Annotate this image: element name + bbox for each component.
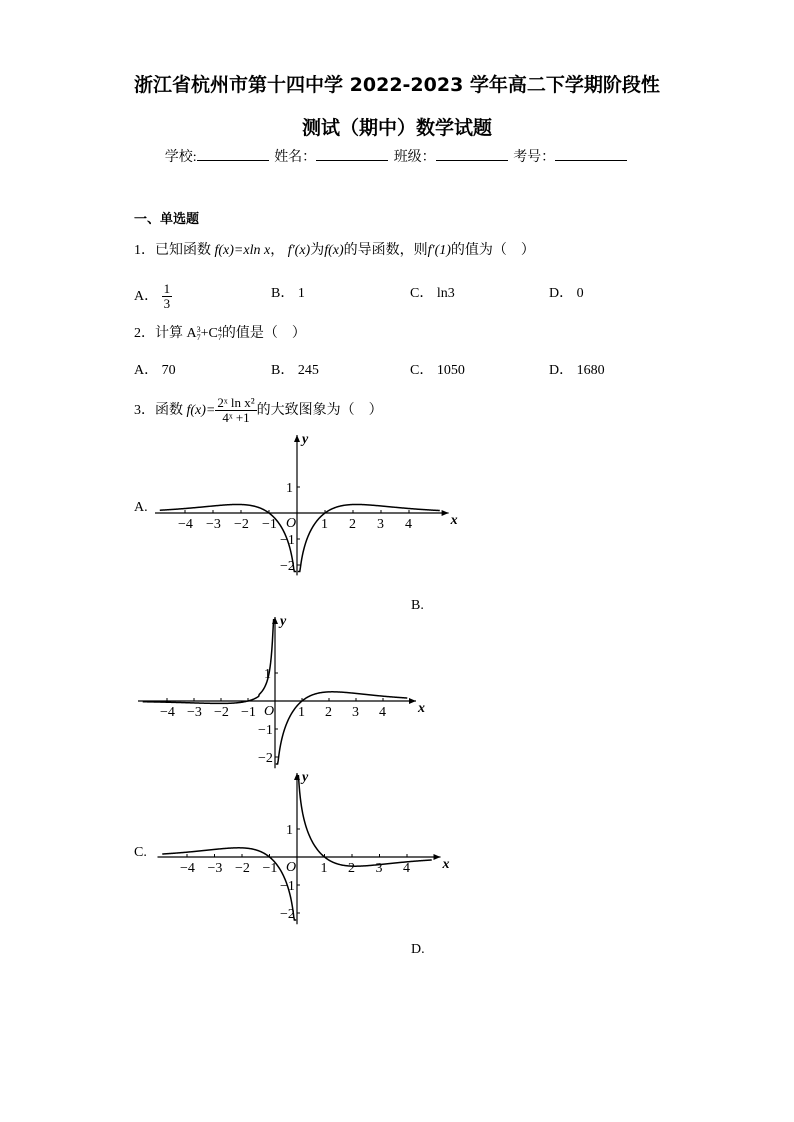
q1-text: 为: [310, 243, 325, 258]
option-value: 1050: [436, 363, 465, 378]
x-tick-label: −4: [180, 861, 195, 876]
numerator: 2ˣ ln x²: [217, 395, 255, 410]
x-tick-label: 1: [321, 517, 328, 532]
q1-derivative-at-1: f′(1): [427, 243, 451, 258]
y-tick-label: 1: [286, 823, 293, 838]
y-tick-label: −2: [280, 559, 295, 574]
x-tick-label: 3: [352, 705, 359, 720]
x-tick-label: 3: [375, 861, 383, 876]
combination-symbol: +C: [200, 326, 218, 341]
section-title: 一、单选题: [134, 212, 200, 227]
q1-number: 1．: [134, 243, 155, 258]
y-axis-label: y: [302, 770, 309, 785]
y-tick-label: −1: [258, 723, 273, 738]
option-value: 1: [297, 286, 305, 301]
x-axis-label: x: [450, 513, 458, 528]
class-label: 班级：: [393, 150, 436, 165]
subscript: 7: [217, 332, 222, 342]
x-tick-label: −1: [262, 517, 277, 532]
q2-number: 2．: [134, 326, 155, 341]
x-tick-label: −2: [234, 517, 249, 532]
option-value: 1680: [576, 363, 605, 378]
q3-option-d-label[interactable]: D.: [411, 942, 425, 957]
q2-text: 计算: [155, 326, 183, 341]
q3-option-a-label[interactable]: A.: [134, 500, 148, 515]
subscript: 7: [196, 332, 201, 342]
option-label: D．: [549, 363, 574, 378]
q3-text: 函数: [155, 403, 183, 419]
denominator: 3: [163, 296, 171, 312]
x-tick-label: −1: [262, 861, 278, 876]
exam-number-label: 考号：: [513, 150, 556, 165]
denominator: 4ˣ +1: [222, 410, 250, 426]
x-tick-label: −2: [235, 861, 250, 876]
arrangement-symbol: A: [186, 326, 197, 341]
option-value: 245: [297, 363, 319, 378]
x-tick-label: 3: [377, 517, 384, 532]
origin-label: O: [286, 860, 297, 875]
q1-fx: f(x): [324, 243, 344, 258]
x-axis-label: x: [418, 701, 425, 716]
option-label: C．: [410, 286, 434, 301]
option-label: A．: [134, 289, 159, 305]
q3-option-b-label[interactable]: B.: [411, 598, 424, 613]
curve-left: [162, 848, 296, 920]
q1-text: 的导函数，则: [343, 243, 428, 258]
x-axis-label: x: [442, 857, 450, 872]
q1-derivative: f′(x): [287, 243, 311, 258]
origin-label: O: [286, 516, 297, 531]
x-tick-label: −4: [178, 517, 193, 532]
x-tick-label: 2: [325, 705, 332, 720]
option-label: D．: [549, 286, 574, 301]
q3-lhs: f(x)=: [186, 403, 216, 419]
y-tick-label: 1: [286, 481, 293, 496]
x-tick-label: 1: [298, 705, 305, 720]
x-tick-label: 4: [403, 861, 410, 876]
y-tick-label: −1: [280, 533, 295, 548]
y-tick-label: −1: [280, 879, 295, 894]
x-tick-label: −1: [241, 705, 256, 720]
x-tick-label: 4: [379, 705, 386, 720]
x-tick-label: −3: [187, 705, 202, 720]
x-tick-label: −2: [214, 705, 229, 720]
x-tick-label: 4: [405, 517, 412, 532]
superscript: 4: [217, 324, 222, 334]
option-value: 0: [576, 286, 584, 301]
option-label: B．: [271, 286, 295, 301]
y-tick-label: −2: [280, 907, 295, 922]
x-tick-label: 1: [320, 861, 328, 876]
superscript: 3: [196, 324, 201, 334]
x-tick-label: 2: [348, 861, 355, 876]
q1-text: 已知函数: [155, 243, 211, 258]
title-line-1: 浙江省杭州市第十四中学 2022-2023 学年高二下学期阶段性: [134, 74, 660, 96]
q3-option-c-label[interactable]: C.: [134, 845, 147, 860]
origin-label: O: [264, 704, 275, 719]
q3-text: 的大致图象为（ ）: [256, 403, 383, 419]
x-tick-label: 2: [349, 517, 356, 532]
option-value: ln3: [436, 286, 455, 301]
q2-text: 的值是（ ）: [221, 326, 306, 341]
y-axis-label: y: [280, 614, 287, 629]
y-tick-label: 1: [264, 667, 271, 682]
option-label: C．: [410, 363, 434, 378]
title-line-2: 测试（期中）数学试题: [301, 117, 492, 139]
option-value: 70: [161, 363, 176, 378]
q1-text: ，: [270, 243, 285, 258]
x-tick-label: −3: [206, 517, 221, 532]
y-axis-label: y: [302, 432, 309, 447]
x-arrow-icon: [434, 854, 441, 860]
school-label: 学校:: [164, 150, 197, 165]
x-tick-label: −4: [160, 705, 175, 720]
y-tick-label: −2: [258, 751, 273, 766]
q3-number: 3．: [134, 403, 155, 419]
q1-function: f(x)=xln x: [214, 243, 271, 258]
numerator: 1: [163, 281, 171, 296]
curve-right: [298, 776, 432, 866]
name-label: 姓名：: [274, 150, 317, 165]
q1-text: 的值为（ ）: [450, 243, 535, 258]
x-tick-label: −3: [207, 861, 223, 876]
option-label: A．: [134, 363, 159, 378]
option-label: B．: [271, 363, 295, 378]
